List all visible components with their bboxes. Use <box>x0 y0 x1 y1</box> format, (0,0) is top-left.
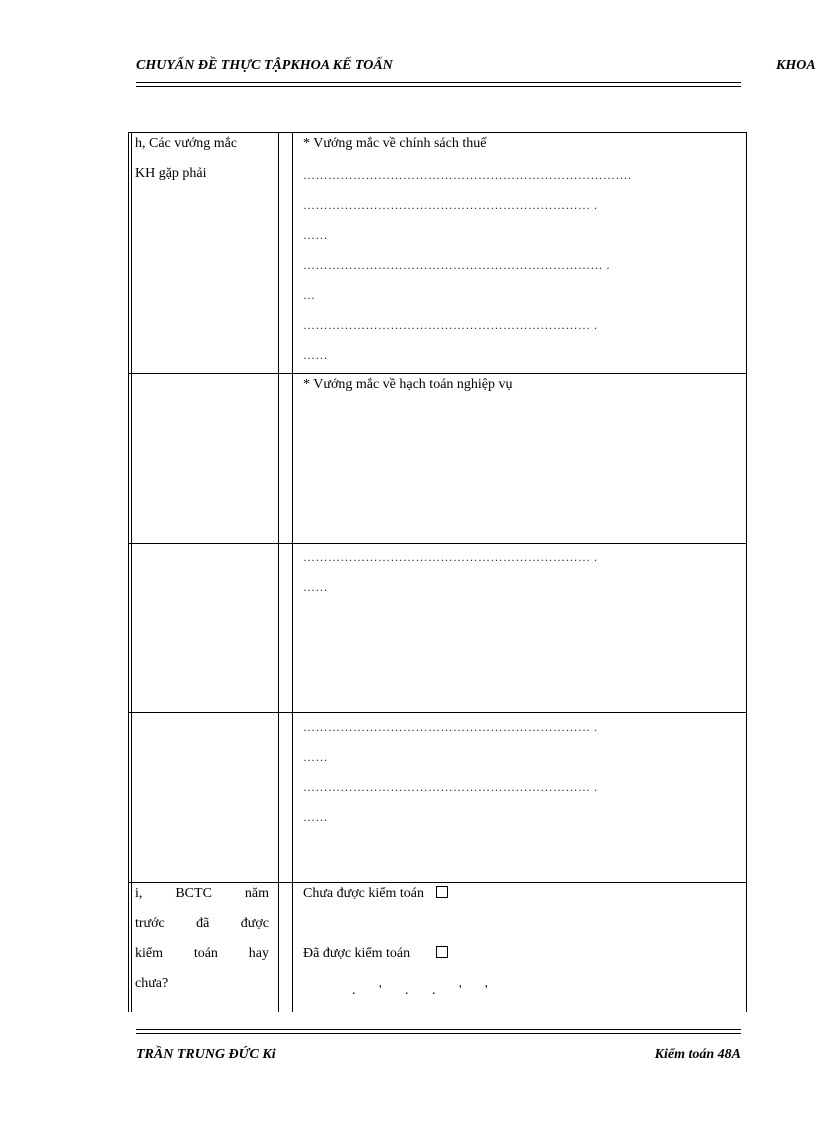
table-border-left <box>128 132 129 1012</box>
dotted-line: …… <box>303 580 328 594</box>
dotted-line: …………………………………………………………… . <box>303 720 598 734</box>
dotted-line: …………………………………………………………… . <box>303 198 598 212</box>
clipped-next-line: . ' . . ' ' <box>352 983 498 998</box>
dotted-line: …… <box>303 348 328 362</box>
row-5-label-line: trước đã được <box>135 916 269 931</box>
row-border <box>128 543 747 544</box>
dotted-line: ……………………………………………………………………. <box>303 168 632 182</box>
row-2-title: * Vướng mắc về hạch toán nghiệp vụ <box>303 377 513 392</box>
header-rule <box>136 82 741 87</box>
dotted-line: …… <box>303 228 328 242</box>
option-not-audited: Chưa được kiểm toán <box>303 879 448 909</box>
dotted-line: ……………………………………………………………… . <box>303 258 610 272</box>
checkbox-audited[interactable] <box>436 946 448 958</box>
row-5-label <box>135 879 269 999</box>
dotted-line: …………………………………………………………… . <box>303 550 598 564</box>
checkbox-not-audited[interactable] <box>436 886 448 898</box>
row-5-label-line: kiểm toán hay <box>135 946 269 961</box>
row-1-title: * Vướng mắc về chính sách thuế <box>303 136 487 151</box>
row-5-label-line: chưa? <box>135 976 169 991</box>
dotted-line: … <box>303 288 316 302</box>
header-title-right: KHOA <box>776 58 816 73</box>
row-border <box>128 712 747 713</box>
footer-class: Kiểm toán 48A <box>654 1047 741 1062</box>
row-1-label-line: KH gặp phải <box>135 166 207 181</box>
header-title: CHUYẤN ĐỀ THỰC TẬPKHOA KẾ TOẤN <box>136 58 393 73</box>
column-divider-2 <box>292 132 293 1012</box>
footer-rule <box>136 1029 741 1034</box>
table-border-left-inner <box>131 132 132 1012</box>
column-divider-1 <box>278 132 279 1012</box>
dotted-line: …………………………………………………………… . <box>303 318 598 332</box>
dotted-line: …… <box>303 750 328 764</box>
row-5-label-line: i, BCTC năm <box>135 886 269 901</box>
row-1-label-line: h, Các vướng mắc <box>135 136 238 151</box>
footer-author: TRẦN TRUNG ĐỨC Ki <box>136 1047 276 1062</box>
table-border-right <box>746 132 747 1012</box>
option-audited: Đã được kiểm toán <box>303 939 448 969</box>
dotted-line: …………………………………………………………… . <box>303 780 598 794</box>
row-1-label <box>135 129 269 189</box>
dotted-line: …… <box>303 810 328 824</box>
survey-table <box>128 132 747 1012</box>
